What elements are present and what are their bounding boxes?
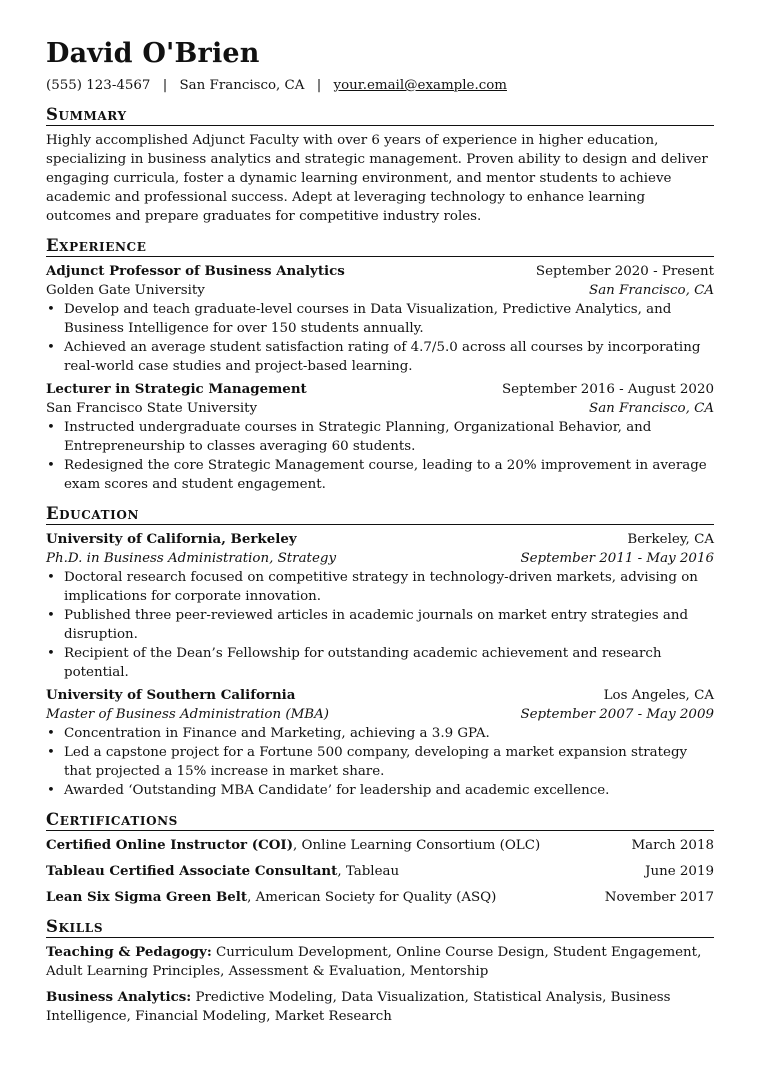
section-title-experience: Experience (46, 236, 714, 257)
education-entry (46, 530, 714, 682)
bullet-item: • Doctoral research focused on competitive strategy in technology-driven markets, advising on implications for corporate innovation. (64, 568, 714, 606)
experience-entry (46, 262, 714, 376)
school-name: University of California, Berkeley (46, 531, 297, 547)
job-title: Lecturer in Strategic Management (46, 381, 307, 397)
certification-issuer: , Tableau (337, 864, 400, 879)
certifications-section (46, 810, 714, 907)
employer: Golden Gate University (46, 283, 205, 298)
skill-list: Predictive Modeling, Data Visualization, Statistical Analysis, Business Intelligence, Financial Modeling, Market Research (46, 990, 671, 1024)
bullet-item: • Redesigned the core Strategic Management course, leading to a 20% improvement in average exam scores and student engagement. (64, 456, 714, 494)
certification-issuer: , Online Learning Consortium (OLC) (293, 838, 541, 853)
skill-group (46, 988, 714, 1026)
education-bullets (46, 568, 714, 682)
section-title-summary: Summary (46, 105, 714, 126)
certification-date: June 2019 (645, 864, 714, 879)
experience-section (46, 236, 714, 494)
certification-name: Tableau Certified Associate Consultant (46, 863, 338, 879)
certification-item (46, 862, 714, 881)
job-bullets (46, 418, 714, 494)
bullet-item: • Concentration in Finance and Marketing, achieving a 3.9 GPA. (64, 724, 714, 743)
job-location: San Francisco, CA (589, 401, 714, 416)
resume-page (46, 38, 714, 1033)
certification-item (46, 836, 714, 855)
skill-category: Teaching & Pedagogy: (46, 944, 212, 960)
summary-section (46, 105, 714, 226)
employer: San Francisco State University (46, 401, 258, 416)
job-location: San Francisco, CA (589, 283, 714, 298)
bullet-item: • Develop and teach graduate-level courses in Data Visualization, Predictive Analytics, and Business Intelligence for over 150 students annually. (64, 300, 714, 338)
skill-group (46, 943, 714, 981)
school-location: Los Angeles, CA (603, 688, 714, 703)
location: San Francisco, CA (179, 78, 305, 93)
contact-line (46, 77, 714, 95)
bullet-item: • Achieved an average student satisfaction rating of 4.7/5.0 across all courses by incorporating real-world case studies and project-based learning. (64, 338, 714, 376)
contact-separator: | (162, 78, 168, 93)
contact-separator: | (316, 78, 322, 93)
candidate-name: David O'Brien (46, 38, 260, 69)
education-dates: September 2011 - May 2016 (520, 551, 714, 566)
education-bullets (46, 724, 714, 800)
school-location: Berkeley, CA (627, 532, 714, 547)
certification-date: March 2018 (631, 838, 714, 853)
certification-name: Certified Online Instructor (COI) (46, 837, 294, 853)
job-dates: September 2020 - Present (535, 264, 714, 279)
section-title-education: Education (46, 504, 714, 525)
bullet-item: • Recipient of the Dean’s Fellowship for outstanding academic achievement and research potential. (64, 644, 714, 682)
certification-issuer: , American Society for Quality (ASQ) (247, 890, 497, 905)
experience-entry (46, 380, 714, 494)
bullet-item: • Led a capstone project for a Fortune 500 company, developing a market expansion strategy that projected a 15% increase in market share. (64, 743, 714, 781)
certification-item (46, 888, 714, 907)
bullet-item: • Awarded ‘Outstanding MBA Candidate’ for leadership and academic excellence. (64, 781, 714, 800)
certification-date: November 2017 (604, 890, 714, 905)
section-title-certifications: Certifications (46, 810, 714, 831)
section-title-skills: Skills (46, 917, 714, 938)
skills-section (46, 917, 714, 1026)
education-entry (46, 686, 714, 800)
certification-name: Lean Six Sigma Green Belt (46, 889, 248, 905)
bullet-item: • Published three peer-reviewed articles in academic journals on market entry strategies and disruption. (64, 606, 714, 644)
skill-list: Curriculum Development, Online Course Design, Student Engagement, Adult Learning Principles, Assessment & Evaluation, Mentorship (46, 945, 702, 979)
school-name: University of Southern California (46, 687, 296, 703)
job-title: Adjunct Professor of Business Analytics (46, 263, 345, 279)
email-link[interactable]: your.email@example.com (333, 78, 507, 93)
job-bullets (46, 300, 714, 376)
education-dates: September 2007 - May 2009 (520, 707, 714, 722)
bullet-item: • Instructed undergraduate courses in Strategic Planning, Organizational Behavior, and Entrepreneurship to classes averaging 60 students. (64, 418, 714, 456)
degree: Ph.D. in Business Administration, Strategy (46, 551, 337, 566)
skill-category: Business Analytics: (46, 989, 192, 1005)
job-dates: September 2016 - August 2020 (501, 382, 714, 397)
phone-number: (555) 123-4567 (46, 78, 151, 93)
education-section (46, 504, 714, 800)
summary-text: Highly accomplished Adjunct Faculty with over 6 years of experience in higher education, specializing in business analytics and strategic management. Proven ability to design and deliver engaging curricula, foster a dynamic learning environment, and mentor students to achieve academic and professional success. Adept at leveraging technology to enhance learning outcomes and prepare graduates for competitive industry roles. (46, 133, 708, 224)
degree: Master of Business Administration (MBA) (46, 707, 330, 722)
